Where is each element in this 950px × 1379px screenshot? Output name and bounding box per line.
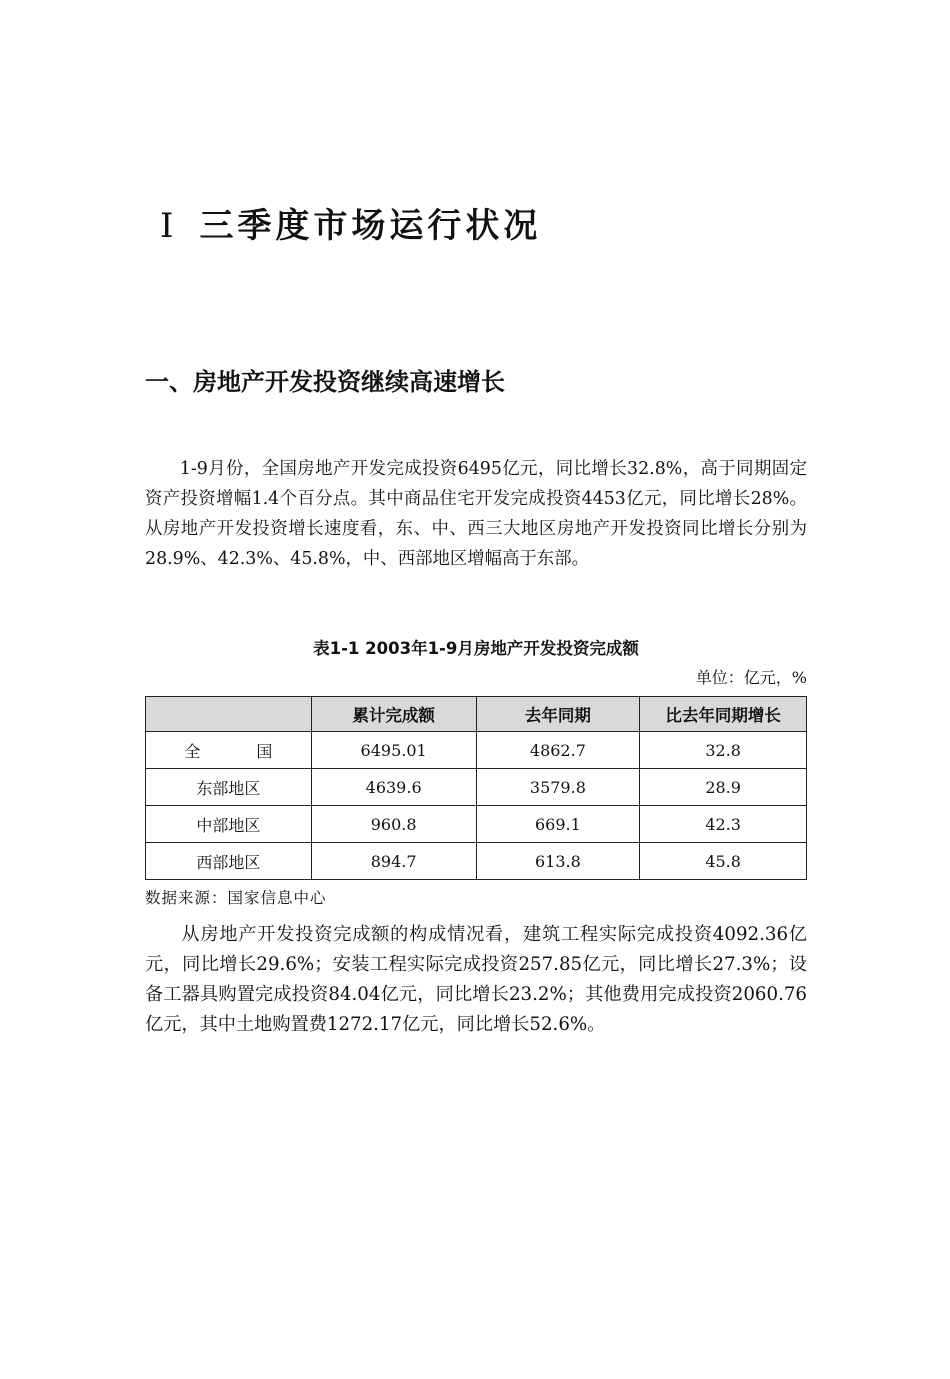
cumulative-cell: 960.8	[311, 806, 476, 843]
table-row	[146, 806, 807, 843]
region-char-b: 国	[256, 741, 273, 761]
header-cumulative: 累计完成额	[311, 697, 476, 732]
header-growth: 比去年同期增长	[640, 697, 807, 732]
last-year-cell: 4862.7	[476, 732, 640, 769]
last-year-cell: 3579.8	[476, 769, 640, 806]
growth-cell: 28.9	[640, 769, 807, 806]
region-cell: 东部地区	[146, 769, 312, 806]
cumulative-cell: 894.7	[311, 843, 476, 880]
region-char-a: 全	[184, 741, 201, 761]
growth-cell: 45.8	[640, 843, 807, 880]
growth-cell: 32.8	[640, 732, 807, 769]
paragraph-investment-composition: 从房地产开发投资完成额的构成情况看，建筑工程实际完成投资4092.36亿元，同比增长29.6%；安装工程实际完成投资257.85亿元，同比增长27.3%；设备工器具购置完成投资84.04亿元，同比增长23.2%；其他费用完成投资2060.76亿元，其中土地购置费1272.17亿元，同比增长52.6%。	[145, 924, 807, 1035]
paragraph-investment-overview: 1-9月份，全国房地产开发完成投资6495亿元，同比增长32.8%，高于同期固定资产投资增幅1.4个百分点。其中商品住宅开发完成投资4453亿元，同比增长28%。从房地产开发投资增长速度看，东、中、西三大地区房地产开发投资同比增长分别为28.9%、42.3%、45.8%，中、西部地区增幅高于东部。	[145, 459, 807, 569]
region-cell: 中部地区	[146, 806, 312, 843]
data-source-note: 数据来源：国家信息中心	[145, 889, 327, 907]
investment-table	[145, 696, 807, 880]
table-row	[146, 769, 807, 806]
last-year-cell: 669.1	[476, 806, 640, 843]
growth-cell: 42.3	[640, 806, 807, 843]
part-numeral: Ⅰ	[160, 206, 178, 246]
section-title: 一、房地产开发投资继续高速增长	[145, 368, 505, 396]
region-cell: 西部地区	[146, 843, 312, 880]
table-caption: 表1-1 2003年1-9月房地产开发投资完成额	[313, 639, 639, 658]
part-title-text: 三季度市场运行状况	[199, 206, 542, 246]
header-region	[146, 697, 312, 732]
header-last-year: 去年同期	[476, 697, 640, 732]
table-row	[146, 732, 807, 769]
last-year-cell: 613.8	[476, 843, 640, 880]
table-row	[146, 843, 807, 880]
table-header-row	[146, 697, 807, 732]
region-cell	[146, 732, 312, 769]
table-unit: 单位：亿元，%	[695, 668, 807, 687]
cumulative-cell: 4639.6	[311, 769, 476, 806]
part-title	[160, 198, 541, 247]
cumulative-cell: 6495.01	[311, 732, 476, 769]
